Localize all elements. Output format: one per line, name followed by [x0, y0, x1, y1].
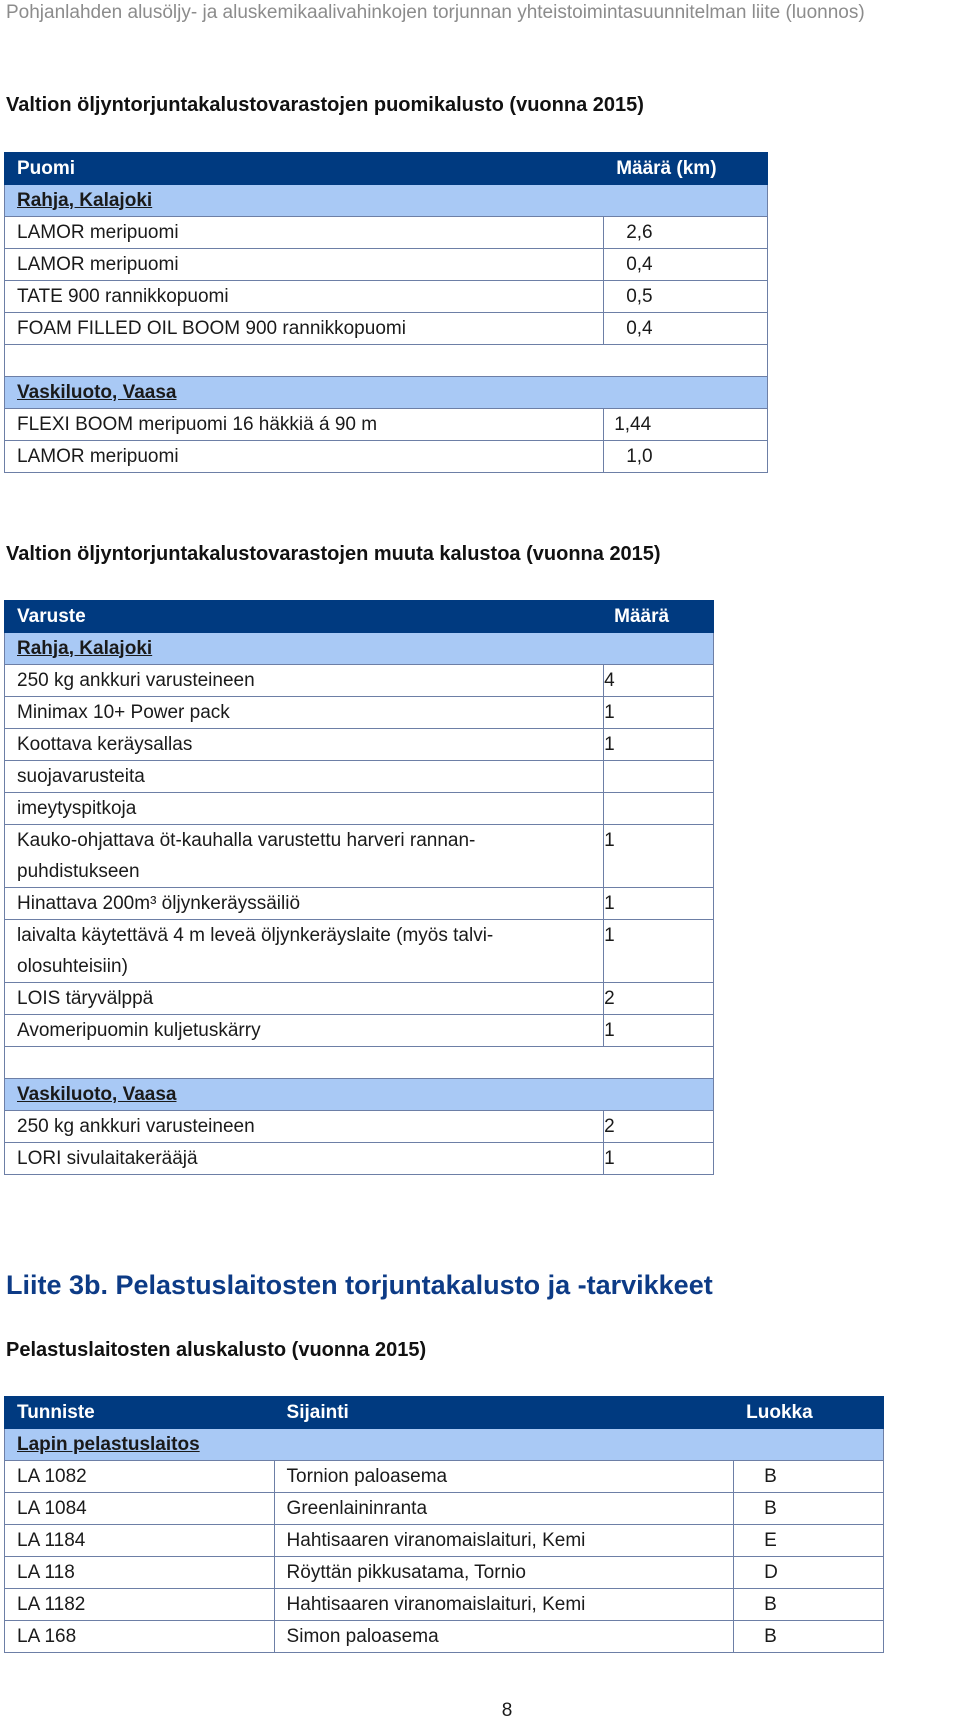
- item-name: Kauko-ohjattava öt-kauhalla varustettu harveri rannan-puhdistukseen: [5, 825, 604, 888]
- group-row: [5, 377, 768, 409]
- item-qty: 1,44: [604, 409, 768, 441]
- group-label: Vaskiluoto, Vaasa: [5, 377, 768, 409]
- item-qty: 1: [604, 825, 714, 888]
- table-header-row: [5, 1397, 884, 1429]
- vessel-location: Greenlaininranta: [274, 1493, 734, 1525]
- vessel-class: E: [734, 1525, 884, 1557]
- table-header-row: [5, 601, 714, 633]
- vessel-class: D: [734, 1557, 884, 1589]
- vessel-id: LA 118: [5, 1557, 275, 1589]
- section1-title: Valtion öljyntorjuntakalustovarastojen puomikalusto (vuonna 2015): [6, 94, 644, 116]
- item-qty: 0,5: [604, 281, 768, 313]
- item-qty: [604, 793, 714, 825]
- vessel-class: B: [734, 1493, 884, 1525]
- table-row: [5, 1621, 884, 1653]
- group-row: [5, 185, 768, 217]
- table-row: [5, 825, 714, 888]
- group-label: Rahja, Kalajoki: [5, 633, 714, 665]
- item-name: suojavarusteita: [5, 761, 604, 793]
- item-name: LAMOR meripuomi: [5, 249, 604, 281]
- table-row: [5, 1493, 884, 1525]
- col-header-qty: Määrä (km): [604, 153, 768, 185]
- item-qty: 1: [604, 1015, 714, 1047]
- table-row: [5, 793, 714, 825]
- item-name: Avomeripuomin kuljetuskärry: [5, 1015, 604, 1047]
- item-name: LAMOR meripuomi: [5, 217, 604, 249]
- table-row: [5, 281, 768, 313]
- item-qty: 0,4: [604, 249, 768, 281]
- vessel-id: LA 1182: [5, 1589, 275, 1621]
- table-row: [5, 1111, 714, 1143]
- table-row: [5, 1557, 884, 1589]
- table-row: [5, 1589, 884, 1621]
- equipment-table: [4, 600, 714, 1175]
- vessel-id: LA 1084: [5, 1493, 275, 1525]
- vessel-class: B: [734, 1621, 884, 1653]
- table-row: [5, 920, 714, 983]
- item-qty: [604, 761, 714, 793]
- item-name: Hinattava 200m³ öljynkeräyssäiliö: [5, 888, 604, 920]
- table-row: [5, 888, 714, 920]
- table-row: [5, 441, 768, 473]
- table-row: [5, 313, 768, 345]
- vessel-location: Tornion paloasema: [274, 1461, 734, 1493]
- table-row: [5, 249, 768, 281]
- item-name: Koottava keräysallas: [5, 729, 604, 761]
- item-qty: 2: [604, 983, 714, 1015]
- appendix-title: Liite 3b. Pelastuslaitosten torjuntakalusto ja -tarvikkeet: [6, 1270, 713, 1300]
- table-row: [5, 409, 768, 441]
- item-qty: 1,0: [604, 441, 768, 473]
- item-qty: 4: [604, 665, 714, 697]
- group-label: Vaskiluoto, Vaasa: [5, 1079, 714, 1111]
- table-row: [5, 217, 768, 249]
- item-qty: 1: [604, 697, 714, 729]
- col-header-item: Puomi: [5, 153, 604, 185]
- group-row: [5, 1429, 884, 1461]
- table-row: [5, 1525, 884, 1557]
- page-number: 8: [501, 1700, 513, 1721]
- table-row: [5, 1015, 714, 1047]
- item-qty: 1: [604, 888, 714, 920]
- item-name: imeytyspitkoja: [5, 793, 604, 825]
- table-row: [5, 983, 714, 1015]
- section2-title: Valtion öljyntorjuntakalustovarastojen muuta kalustoa (vuonna 2015): [6, 543, 661, 565]
- col-header-item: Varuste: [5, 601, 604, 633]
- vessel-location: Röyttän pikkusatama, Tornio: [274, 1557, 734, 1589]
- vessel-id: LA 168: [5, 1621, 275, 1653]
- item-name: LOIS täryvälppä: [5, 983, 604, 1015]
- item-name: LORI sivulaitakerääjä: [5, 1143, 604, 1175]
- item-name: TATE 900 rannikkopuomi: [5, 281, 604, 313]
- group-row: [5, 633, 714, 665]
- blank-row: [5, 345, 768, 377]
- table-row: [5, 1143, 714, 1175]
- item-name: Minimax 10+ Power pack: [5, 697, 604, 729]
- col-header-class: Luokka: [734, 1397, 884, 1429]
- table-row: [5, 1461, 884, 1493]
- item-qty: 1: [604, 920, 714, 983]
- group-row: [5, 1079, 714, 1111]
- table-row: [5, 761, 714, 793]
- vessel-location: Hahtisaaren viranomaislaituri, Kemi: [274, 1525, 734, 1557]
- group-label: Rahja, Kalajoki: [5, 185, 768, 217]
- vessel-id: LA 1184: [5, 1525, 275, 1557]
- table-header-row: [5, 153, 768, 185]
- item-qty: 1: [604, 1143, 714, 1175]
- table-row: [5, 729, 714, 761]
- item-qty: 2,6: [604, 217, 768, 249]
- item-name: 250 kg ankkuri varusteineen: [5, 665, 604, 697]
- blank-cell: [5, 345, 768, 377]
- blank-cell: [5, 1047, 714, 1079]
- boom-table: [4, 152, 768, 473]
- vessel-id: LA 1082: [5, 1461, 275, 1493]
- blank-row: [5, 1047, 714, 1079]
- item-name: laivalta käytettävä 4 m leveä öljynkeräyslaite (myös talvi-olosuhteisiin): [5, 920, 604, 983]
- col-header-location: Sijainti: [274, 1397, 734, 1429]
- vessel-class: B: [734, 1461, 884, 1493]
- vessel-location: Simon paloasema: [274, 1621, 734, 1653]
- col-header-qty: Määrä: [604, 601, 714, 633]
- col-header-id: Tunniste: [5, 1397, 275, 1429]
- section3-title: Pelastuslaitosten aluskalusto (vuonna 2015): [6, 1339, 427, 1361]
- vessel-table: [4, 1396, 884, 1653]
- group-label: Lapin pelastuslaitos: [5, 1429, 884, 1461]
- item-name: 250 kg ankkuri varusteineen: [5, 1111, 604, 1143]
- vessel-class: B: [734, 1589, 884, 1621]
- item-qty: 1: [604, 729, 714, 761]
- item-qty: 0,4: [604, 313, 768, 345]
- vessel-location: Hahtisaaren viranomaislaituri, Kemi: [274, 1589, 734, 1621]
- table-row: [5, 697, 714, 729]
- running-header: Pohjanlahden alusöljy- ja aluskemikaalivahinkojen torjunnan yhteistoimintasuunnitelman liite (luonnos): [6, 2, 865, 23]
- item-qty: 2: [604, 1111, 714, 1143]
- table-row: [5, 665, 714, 697]
- item-name: FLEXI BOOM meripuomi 16 häkkiä á 90 m: [5, 409, 604, 441]
- item-name: FOAM FILLED OIL BOOM 900 rannikkopuomi: [5, 313, 604, 345]
- item-name: LAMOR meripuomi: [5, 441, 604, 473]
